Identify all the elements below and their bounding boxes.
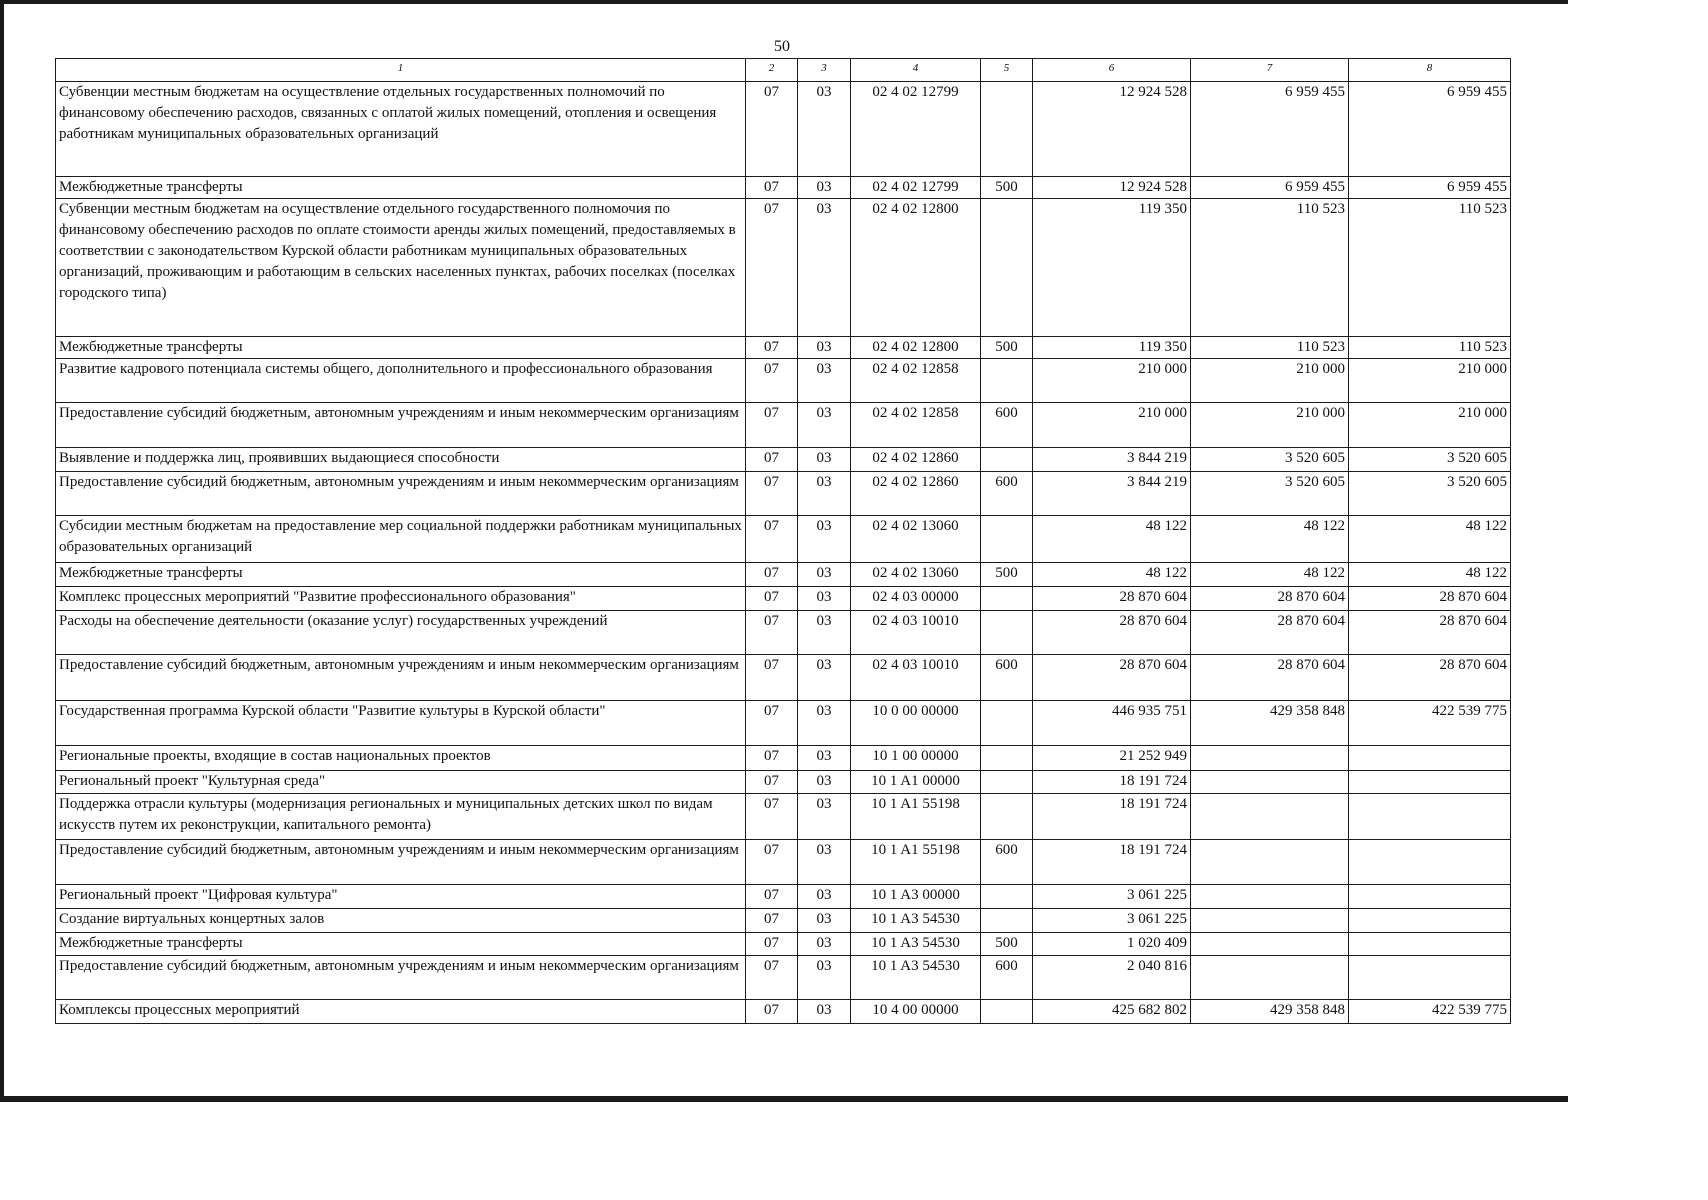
amount-year2-cell: 28 870 604 (1191, 655, 1349, 701)
row-name-cell: Субсидии местным бюджетам на предоставление мер социальной поддержки работникам муниципальных образовательных организаций (56, 516, 746, 563)
amount-year1-cell: 2 040 816 (1033, 956, 1191, 1000)
section-code-cell: 07 (746, 701, 798, 746)
subsection-code-cell: 03 (798, 199, 851, 337)
column-header: 4 (851, 59, 981, 82)
row-name-cell: Создание виртуальных концертных залов (56, 909, 746, 933)
table-row (56, 337, 1511, 359)
amount-year3-cell: 3 520 605 (1349, 448, 1511, 472)
amount-year1-cell: 12 924 528 (1033, 177, 1191, 199)
amount-year2-cell: 3 520 605 (1191, 472, 1349, 516)
amount-year3-cell (1349, 909, 1511, 933)
amount-year1-cell: 210 000 (1033, 359, 1191, 403)
subsection-code-cell: 03 (798, 448, 851, 472)
target-article-cell: 10 4 00 00000 (851, 1000, 981, 1024)
target-article-cell: 10 1 A1 00000 (851, 771, 981, 794)
amount-year1-cell: 210 000 (1033, 403, 1191, 448)
expense-type-cell: 500 (981, 337, 1033, 359)
row-name-cell: Региональный проект "Цифровая культура" (56, 885, 746, 909)
table-row (56, 177, 1511, 199)
table-header-row (56, 59, 1511, 82)
amount-year3-cell: 210 000 (1349, 403, 1511, 448)
amount-year2-cell: 6 959 455 (1191, 177, 1349, 199)
row-name-cell: Комплексы процессных мероприятий (56, 1000, 746, 1024)
amount-year2-cell (1191, 794, 1349, 840)
column-header: 8 (1349, 59, 1511, 82)
amount-year3-cell: 6 959 455 (1349, 177, 1511, 199)
table-row (56, 403, 1511, 448)
table-row (56, 909, 1511, 933)
target-article-cell: 10 1 A3 54530 (851, 933, 981, 956)
row-name-cell: Субвенции местным бюджетам на осуществление отдельных государственных полномочий по финансовому обеспечению расходов, связанных с оплатой жилых помещений, отопления и освещения работникам муниципальных образовательных организаций (56, 82, 746, 177)
expense-type-cell (981, 701, 1033, 746)
expense-type-cell: 600 (981, 472, 1033, 516)
amount-year2-cell (1191, 956, 1349, 1000)
row-name-cell: Предоставление субсидий бюджетным, автономным учреждениям и иным некоммерческим организациям (56, 403, 746, 448)
table-row (56, 933, 1511, 956)
row-name-cell: Государственная программа Курской области "Развитие культуры в Курской области" (56, 701, 746, 746)
section-code-cell: 07 (746, 337, 798, 359)
row-name-cell: Комплекс процессных мероприятий "Развитие профессионального образования" (56, 587, 746, 611)
subsection-code-cell: 03 (798, 611, 851, 655)
section-code-cell: 07 (746, 563, 798, 587)
expense-type-cell (981, 359, 1033, 403)
expense-type-cell: 500 (981, 933, 1033, 956)
amount-year2-cell: 110 523 (1191, 199, 1349, 337)
amount-year3-cell: 48 122 (1349, 516, 1511, 563)
expense-type-cell (981, 1000, 1033, 1024)
amount-year2-cell: 6 959 455 (1191, 82, 1349, 177)
section-code-cell: 07 (746, 771, 798, 794)
amount-year2-cell: 110 523 (1191, 337, 1349, 359)
amount-year1-cell: 12 924 528 (1033, 82, 1191, 177)
table-row (56, 448, 1511, 472)
table-row (56, 82, 1511, 177)
expense-type-cell (981, 746, 1033, 771)
table-row (56, 611, 1511, 655)
amount-year2-cell: 210 000 (1191, 359, 1349, 403)
target-article-cell: 10 1 A3 54530 (851, 956, 981, 1000)
row-name-cell: Субвенции местным бюджетам на осуществление отдельного государственного полномочия по финансовому обеспечению расходов по оплате стоимости аренды жилых помещений, предоставляемых в соответствии с законодательством Курской области работникам муниципальных образовательных организаций, проживающим и работающим в сельских населенных пунктах, рабочих поселках (поселках городского типа) (56, 199, 746, 337)
expense-type-cell: 600 (981, 956, 1033, 1000)
column-header: 2 (746, 59, 798, 82)
amount-year3-cell: 210 000 (1349, 359, 1511, 403)
table-row (56, 359, 1511, 403)
row-name-cell: Региональный проект "Культурная среда" (56, 771, 746, 794)
target-article-cell: 02 4 02 13060 (851, 516, 981, 563)
section-code-cell: 07 (746, 1000, 798, 1024)
table-row (56, 701, 1511, 746)
target-article-cell: 02 4 03 00000 (851, 587, 981, 611)
amount-year1-cell: 119 350 (1033, 337, 1191, 359)
subsection-code-cell: 03 (798, 794, 851, 840)
row-name-cell: Развитие кадрового потенциала системы общего, дополнительного и профессионального образования (56, 359, 746, 403)
table-row (56, 771, 1511, 794)
table-row (56, 587, 1511, 611)
table-row (56, 840, 1511, 885)
target-article-cell: 02 4 02 12860 (851, 448, 981, 472)
table-row (56, 472, 1511, 516)
expense-type-cell: 600 (981, 403, 1033, 448)
amount-year1-cell: 18 191 724 (1033, 840, 1191, 885)
section-code-cell: 07 (746, 199, 798, 337)
amount-year1-cell: 1 020 409 (1033, 933, 1191, 956)
target-article-cell: 02 4 02 12799 (851, 82, 981, 177)
table-row (56, 746, 1511, 771)
subsection-code-cell: 03 (798, 933, 851, 956)
amount-year3-cell: 110 523 (1349, 337, 1511, 359)
amount-year3-cell (1349, 771, 1511, 794)
expense-type-cell (981, 909, 1033, 933)
table-row (56, 199, 1511, 337)
target-article-cell: 02 4 02 12800 (851, 337, 981, 359)
amount-year2-cell (1191, 933, 1349, 956)
subsection-code-cell: 03 (798, 885, 851, 909)
row-name-cell: Расходы на обеспечение деятельности (оказание услуг) государственных учреждений (56, 611, 746, 655)
amount-year2-cell: 3 520 605 (1191, 448, 1349, 472)
amount-year1-cell: 28 870 604 (1033, 587, 1191, 611)
amount-year2-cell: 210 000 (1191, 403, 1349, 448)
section-code-cell: 07 (746, 885, 798, 909)
section-code-cell: 07 (746, 956, 798, 1000)
amount-year1-cell: 3 844 219 (1033, 472, 1191, 516)
section-code-cell: 07 (746, 516, 798, 563)
amount-year3-cell (1349, 794, 1511, 840)
column-header: 3 (798, 59, 851, 82)
subsection-code-cell: 03 (798, 655, 851, 701)
row-name-cell: Межбюджетные трансферты (56, 177, 746, 199)
target-article-cell: 10 0 00 00000 (851, 701, 981, 746)
expense-type-cell (981, 199, 1033, 337)
row-name-cell: Предоставление субсидий бюджетным, автономным учреждениям и иным некоммерческим организациям (56, 840, 746, 885)
amount-year3-cell: 3 520 605 (1349, 472, 1511, 516)
subsection-code-cell: 03 (798, 1000, 851, 1024)
expense-type-cell: 600 (981, 840, 1033, 885)
amount-year3-cell (1349, 885, 1511, 909)
subsection-code-cell: 03 (798, 359, 851, 403)
target-article-cell: 10 1 A1 55198 (851, 794, 981, 840)
target-article-cell: 10 1 A3 00000 (851, 885, 981, 909)
subsection-code-cell: 03 (798, 82, 851, 177)
row-name-cell: Межбюджетные трансферты (56, 337, 746, 359)
subsection-code-cell: 03 (798, 771, 851, 794)
amount-year3-cell (1349, 746, 1511, 771)
subsection-code-cell: 03 (798, 840, 851, 885)
amount-year1-cell: 3 061 225 (1033, 909, 1191, 933)
column-header: 1 (56, 59, 746, 82)
amount-year1-cell: 28 870 604 (1033, 611, 1191, 655)
table-row (56, 956, 1511, 1000)
section-code-cell: 07 (746, 403, 798, 448)
target-article-cell: 02 4 02 12860 (851, 472, 981, 516)
amount-year3-cell: 422 539 775 (1349, 1000, 1511, 1024)
row-name-cell: Предоставление субсидий бюджетным, автономным учреждениям и иным некоммерческим организациям (56, 472, 746, 516)
amount-year3-cell (1349, 956, 1511, 1000)
subsection-code-cell: 03 (798, 956, 851, 1000)
row-name-cell: Поддержка отрасли культуры (модернизация региональных и муниципальных детских школ по видам искусств путем их реконструкции, капитального ремонта) (56, 794, 746, 840)
column-header: 6 (1033, 59, 1191, 82)
budget-table (55, 58, 1511, 1024)
target-article-cell: 02 4 03 10010 (851, 655, 981, 701)
target-article-cell: 02 4 02 13060 (851, 563, 981, 587)
page-number: 50 (774, 38, 790, 55)
target-article-cell: 10 1 A3 54530 (851, 909, 981, 933)
section-code-cell: 07 (746, 909, 798, 933)
subsection-code-cell: 03 (798, 472, 851, 516)
target-article-cell: 10 1 A1 55198 (851, 840, 981, 885)
amount-year1-cell: 18 191 724 (1033, 794, 1191, 840)
column-header: 5 (981, 59, 1033, 82)
expense-type-cell: 500 (981, 177, 1033, 199)
subsection-code-cell: 03 (798, 909, 851, 933)
amount-year1-cell: 28 870 604 (1033, 655, 1191, 701)
amount-year1-cell: 3 844 219 (1033, 448, 1191, 472)
amount-year1-cell: 119 350 (1033, 199, 1191, 337)
amount-year1-cell: 425 682 802 (1033, 1000, 1191, 1024)
amount-year2-cell: 429 358 848 (1191, 701, 1349, 746)
subsection-code-cell: 03 (798, 587, 851, 611)
amount-year2-cell (1191, 746, 1349, 771)
amount-year3-cell: 28 870 604 (1349, 587, 1511, 611)
amount-year2-cell: 429 358 848 (1191, 1000, 1349, 1024)
scan-edge-top (0, 0, 1568, 4)
expense-type-cell: 500 (981, 563, 1033, 587)
expense-type-cell (981, 587, 1033, 611)
table-row (56, 516, 1511, 563)
section-code-cell: 07 (746, 448, 798, 472)
amount-year1-cell: 18 191 724 (1033, 771, 1191, 794)
amount-year1-cell: 48 122 (1033, 516, 1191, 563)
table-row (56, 794, 1511, 840)
amount-year3-cell: 110 523 (1349, 199, 1511, 337)
subsection-code-cell: 03 (798, 563, 851, 587)
expense-type-cell (981, 771, 1033, 794)
section-code-cell: 07 (746, 933, 798, 956)
amount-year3-cell (1349, 840, 1511, 885)
section-code-cell: 07 (746, 794, 798, 840)
section-code-cell: 07 (746, 611, 798, 655)
target-article-cell: 10 1 00 00000 (851, 746, 981, 771)
subsection-code-cell: 03 (798, 337, 851, 359)
table-row (56, 563, 1511, 587)
target-article-cell: 02 4 02 12858 (851, 403, 981, 448)
amount-year2-cell (1191, 771, 1349, 794)
target-article-cell: 02 4 02 12799 (851, 177, 981, 199)
expense-type-cell (981, 794, 1033, 840)
amount-year2-cell: 48 122 (1191, 516, 1349, 563)
section-code-cell: 07 (746, 359, 798, 403)
amount-year1-cell: 21 252 949 (1033, 746, 1191, 771)
row-name-cell: Предоставление субсидий бюджетным, автономным учреждениям и иным некоммерческим организациям (56, 655, 746, 701)
scan-edge-bottom (0, 1096, 1568, 1102)
amount-year3-cell: 6 959 455 (1349, 82, 1511, 177)
target-article-cell: 02 4 02 12800 (851, 199, 981, 337)
section-code-cell: 07 (746, 472, 798, 516)
expense-type-cell: 600 (981, 655, 1033, 701)
amount-year3-cell: 422 539 775 (1349, 701, 1511, 746)
amount-year2-cell: 28 870 604 (1191, 587, 1349, 611)
row-name-cell: Предоставление субсидий бюджетным, автономным учреждениям и иным некоммерческим организациям (56, 956, 746, 1000)
amount-year3-cell: 28 870 604 (1349, 611, 1511, 655)
target-article-cell: 02 4 03 10010 (851, 611, 981, 655)
expense-type-cell (981, 82, 1033, 177)
amount-year2-cell: 28 870 604 (1191, 611, 1349, 655)
subsection-code-cell: 03 (798, 701, 851, 746)
amount-year3-cell: 28 870 604 (1349, 655, 1511, 701)
amount-year1-cell: 48 122 (1033, 563, 1191, 587)
section-code-cell: 07 (746, 746, 798, 771)
scan-edge-left (0, 0, 4, 1102)
column-header: 7 (1191, 59, 1349, 82)
amount-year2-cell (1191, 840, 1349, 885)
row-name-cell: Межбюджетные трансферты (56, 563, 746, 587)
subsection-code-cell: 03 (798, 516, 851, 563)
amount-year1-cell: 3 061 225 (1033, 885, 1191, 909)
section-code-cell: 07 (746, 82, 798, 177)
amount-year2-cell (1191, 885, 1349, 909)
row-name-cell: Региональные проекты, входящие в состав национальных проектов (56, 746, 746, 771)
amount-year1-cell: 446 935 751 (1033, 701, 1191, 746)
table-row (56, 655, 1511, 701)
section-code-cell: 07 (746, 177, 798, 199)
amount-year2-cell: 48 122 (1191, 563, 1349, 587)
target-article-cell: 02 4 02 12858 (851, 359, 981, 403)
subsection-code-cell: 03 (798, 403, 851, 448)
section-code-cell: 07 (746, 840, 798, 885)
amount-year2-cell (1191, 909, 1349, 933)
amount-year3-cell (1349, 933, 1511, 956)
expense-type-cell (981, 516, 1033, 563)
row-name-cell: Выявление и поддержка лиц, проявивших выдающиеся способности (56, 448, 746, 472)
amount-year3-cell: 48 122 (1349, 563, 1511, 587)
section-code-cell: 07 (746, 587, 798, 611)
row-name-cell: Межбюджетные трансферты (56, 933, 746, 956)
expense-type-cell (981, 885, 1033, 909)
expense-type-cell (981, 611, 1033, 655)
expense-type-cell (981, 448, 1033, 472)
table-row (56, 1000, 1511, 1024)
section-code-cell: 07 (746, 655, 798, 701)
table-row (56, 885, 1511, 909)
subsection-code-cell: 03 (798, 177, 851, 199)
subsection-code-cell: 03 (798, 746, 851, 771)
